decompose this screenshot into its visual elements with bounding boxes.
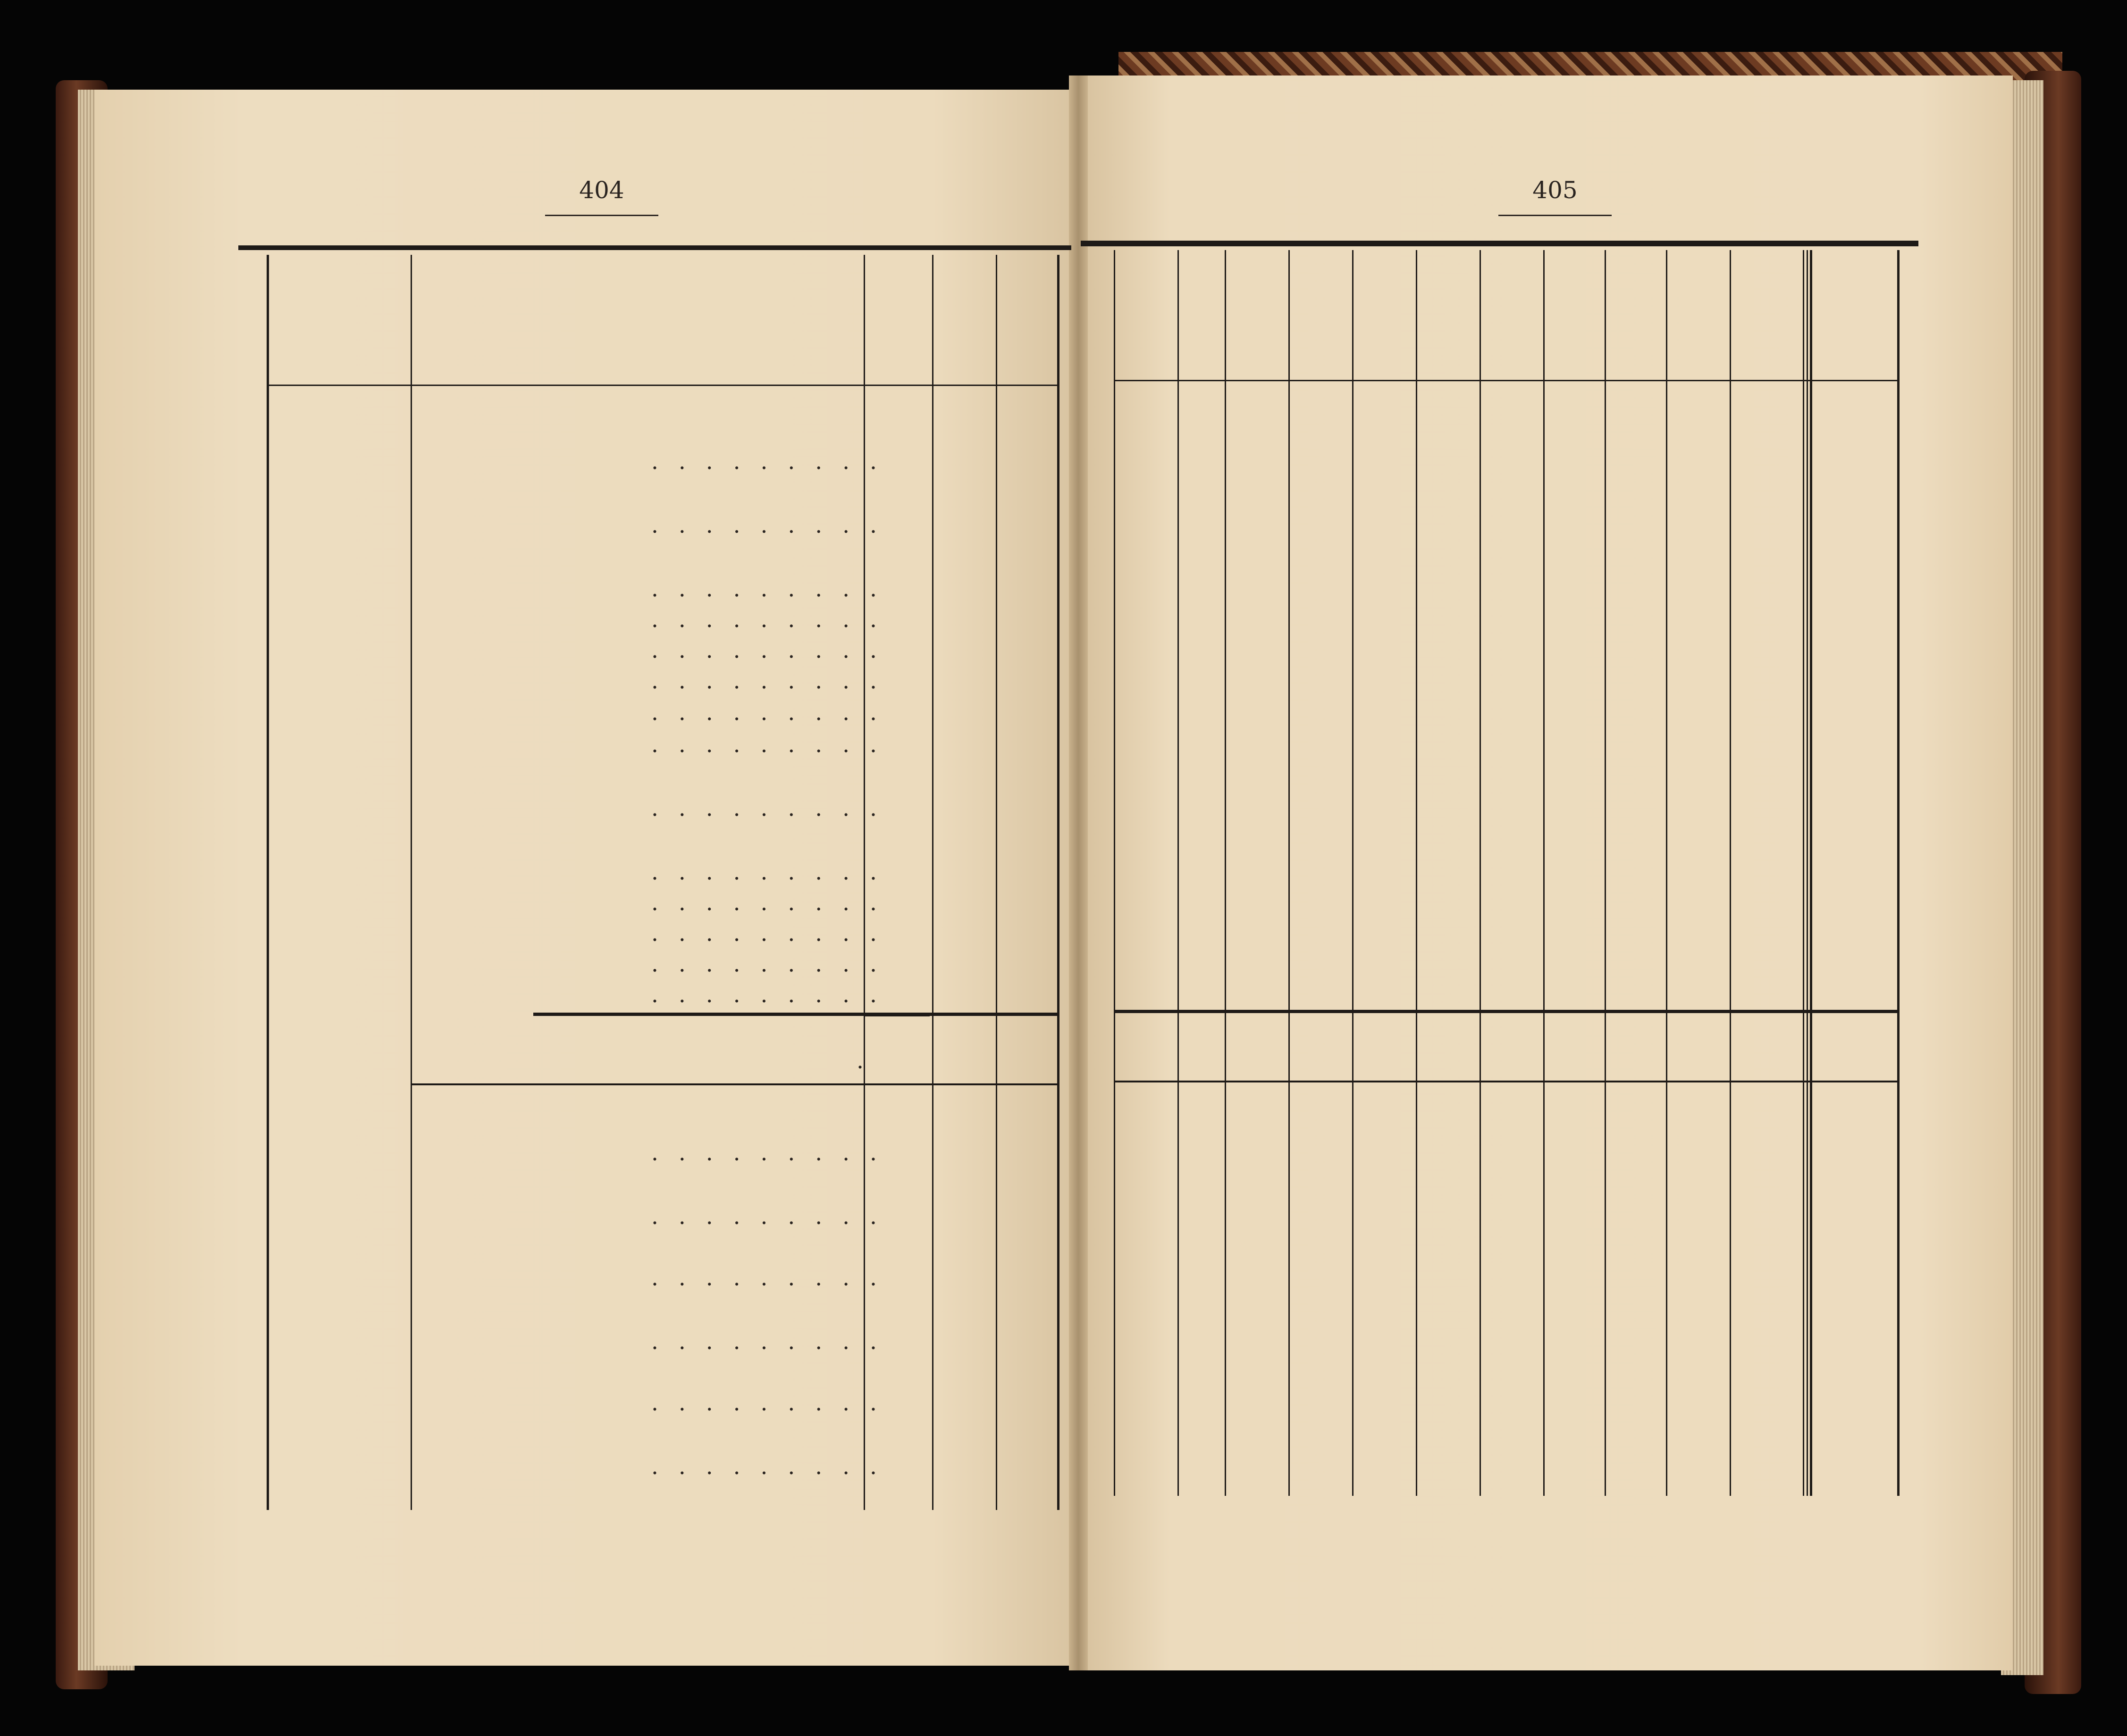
column-rule-right [1803,250,1804,1496]
total-top-rule-right [1114,1010,1897,1013]
column-rule-right [1810,250,1812,1496]
column-rule-right [1730,250,1731,1496]
pox-row-leader-dots: . . . . . . . . . [651,1390,883,1416]
column-rule-right [1114,250,1115,1496]
column-rule-right [1352,250,1354,1496]
column-rule-right [1666,250,1667,1496]
column-rule-right [1288,250,1290,1496]
disease-split-rule [864,1015,930,1016]
total-row-dot: . [857,1048,864,1074]
column-rule-right [1416,250,1417,1496]
total-top-rule-left [533,1013,1057,1016]
column-rule-left [932,255,933,1510]
page-number-underline-right [1498,215,1612,216]
header-bottom-rule-right [1114,380,1897,381]
total-bottom-rule-left [411,1083,1057,1085]
scarlet-row-leader-dots: . . . . . . . . . [651,796,883,822]
scarlet-row-leader-dots: . . . . . . . . . [651,607,883,633]
book-gutter [1069,75,1088,1670]
scarlet-row-leader-dots: . . . . . . . . . [651,576,883,602]
pox-row-leader-dots: . . . . . . . . . [651,1454,883,1480]
scarlet-row-leader-dots: . . . . . . . . . [651,449,883,475]
pox-row-leader-dots: . . . . . . . . . [651,1265,883,1291]
scarlet-row-leader-dots: . . . . . . . . . [651,921,883,947]
scarlet-row-leader-dots: . . . . . . . . . [651,637,883,663]
scarlet-row-leader-dots: . . . . . . . . . [651,951,883,977]
column-rule-left [267,255,269,1510]
scarlet-row-leader-dots: . . . . . . . . . [651,668,883,694]
header-bottom-rule-left [267,385,1057,386]
column-rule-right [1480,250,1481,1496]
column-rule-right [1897,250,1900,1496]
pox-row-leader-dots: . . . . . . . . . [651,1140,883,1166]
column-rule-right [1807,250,1808,1496]
column-rule-right [1177,250,1179,1496]
page-number-right: 405 [1532,176,1578,204]
table-top-rule-right [1081,241,1918,246]
column-rule-right [1543,250,1545,1496]
column-rule-left [411,255,412,1510]
column-rule-left [1057,255,1059,1510]
scarlet-row-leader-dots: . . . . . . . . . [651,982,883,1008]
table-top-rule-left [238,245,1071,250]
page-number-underline-left [545,215,658,216]
scarlet-row-leader-dots: . . . . . . . . . [651,700,883,726]
pox-row-leader-dots: . . . . . . . . . [651,1204,883,1230]
column-rule-left [996,255,997,1510]
column-rule-right [1225,250,1226,1496]
pox-row-leader-dots: . . . . . . . . . [651,1329,883,1355]
scarlet-row-leader-dots: . . . . . . . . . [651,512,883,538]
column-rule-right [1605,250,1606,1496]
scarlet-row-leader-dots: . . . . . . . . . [651,732,883,758]
scarlet-row-leader-dots: . . . . . . . . . [651,859,883,885]
scarlet-row-leader-dots: . . . . . . . . . [651,890,883,916]
page-number-left: 404 [579,176,624,204]
total-bottom-rule-right [1114,1081,1897,1082]
